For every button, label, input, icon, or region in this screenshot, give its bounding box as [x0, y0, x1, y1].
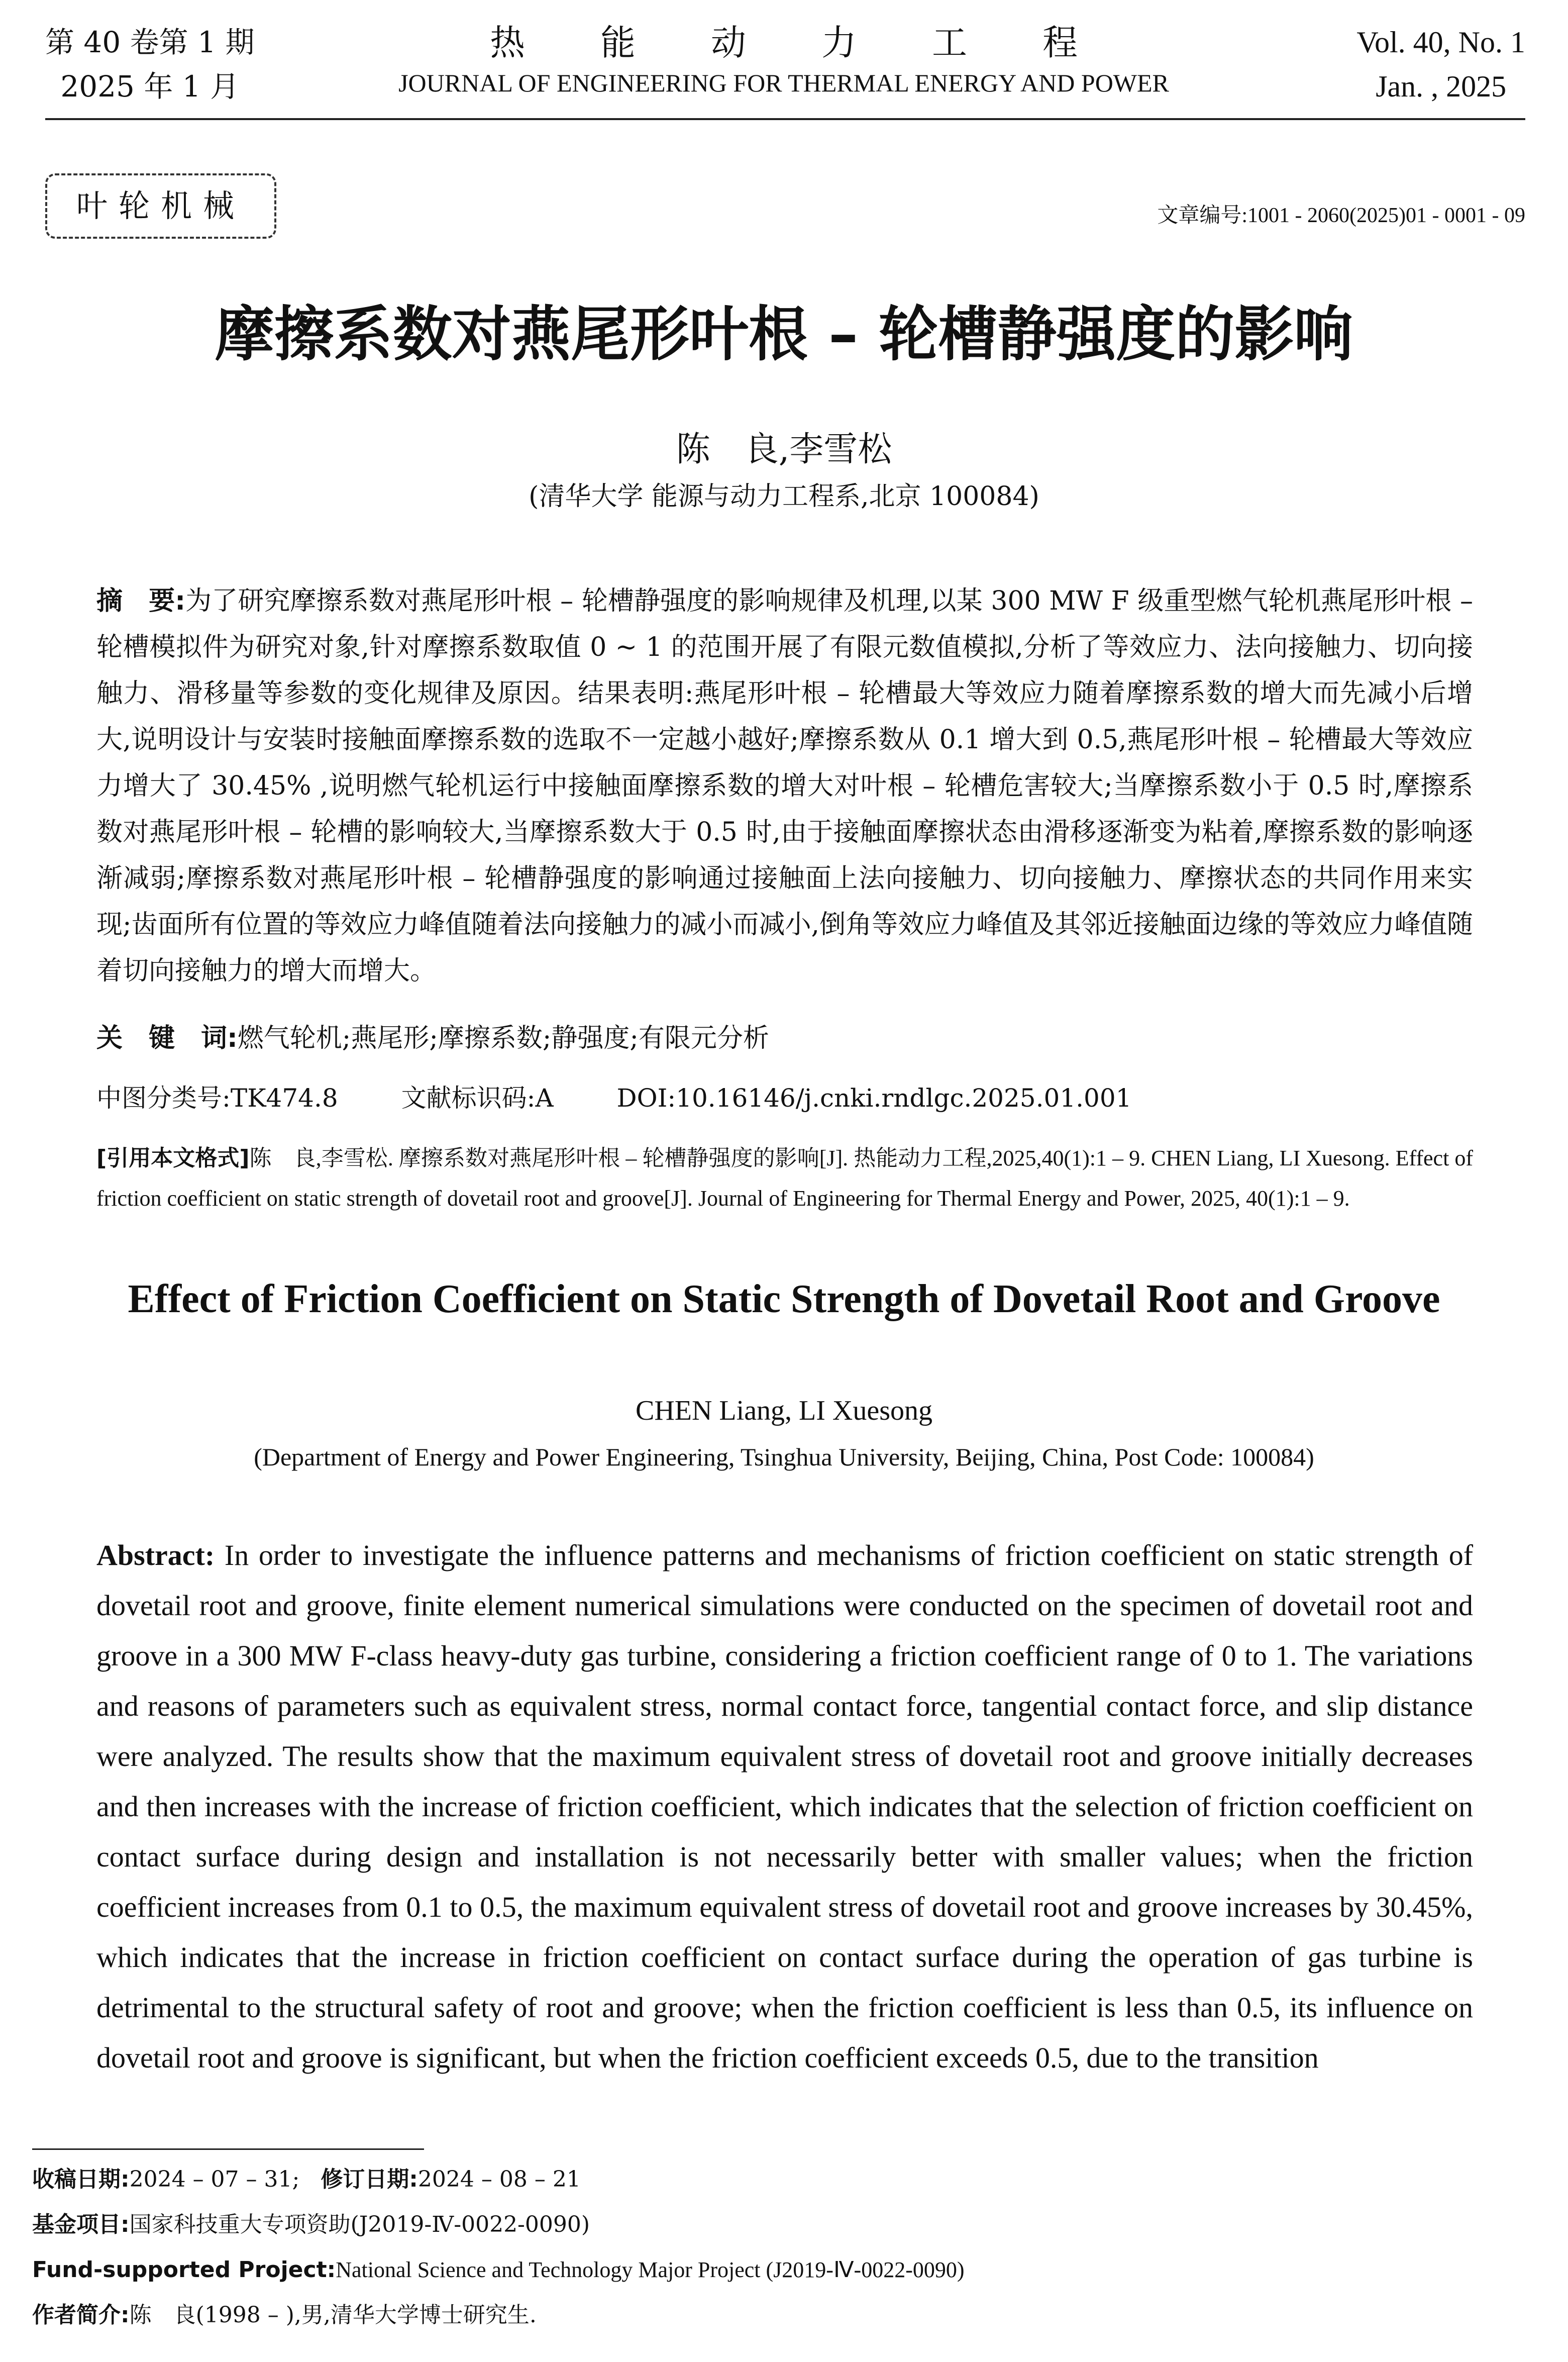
affiliation-en: (Department of Energy and Power Engineering, Tsinghua University, Beijing, China, Post Code: 100084): [254, 1443, 1314, 1471]
revised-date: 2024 – 08 – 21: [417, 2167, 581, 2192]
revised-label: 修订日期:: [321, 2167, 418, 2192]
date-en: Jan. , 2025: [1376, 70, 1507, 103]
received-label: 收稿日期:: [32, 2167, 130, 2192]
document-code: 文献标识码:A: [401, 1084, 554, 1113]
journal-title-en: JOURNAL OF ENGINEERING FOR THERMAL ENERGY AND POWER: [398, 69, 1169, 97]
column-badge: 叶轮机械: [45, 173, 276, 239]
article-number: 文章编号:1001 - 2060(2025)01 - 0001 - 09: [1157, 204, 1525, 227]
footnote-fund-en: [32, 2254, 1539, 2286]
journal-title-cn: 热能动力工程: [490, 22, 1153, 63]
volume-issue-cn: 第 40 卷第 1 期: [45, 25, 255, 59]
author-bio-text: 陈 良(1998 – ),男,清华大学博士研究生.: [129, 2302, 537, 2328]
clc-number: 中图分类号:TK474.8: [96, 1084, 338, 1113]
journal-masthead: [281, 20, 1286, 101]
received-date: 2024 – 07 – 31;: [129, 2167, 300, 2192]
abstract-cn: [96, 578, 1473, 994]
footnote-dates: [32, 2163, 1539, 2196]
footnote-author: [32, 2299, 1539, 2331]
keywords-cn-text: 燃气轮机;燕尾形;摩擦系数;静强度;有限元分析: [237, 1023, 769, 1053]
doi[interactable]: DOI:10.16146/j.cnki.rndlgc.2025.01.001: [616, 1084, 1132, 1113]
footnote-fund-cn: [32, 2209, 1539, 2241]
authors-cn: 陈 良,李雪松: [676, 430, 892, 469]
paper-title-en: Effect of Friction Coefficient on Static Strength of Dovetail Root and Groove: [128, 1277, 1440, 1321]
fund-cn-label: 基金项目:: [32, 2212, 130, 2237]
keywords-cn-label: 关 键 词:: [96, 1023, 238, 1053]
fund-en-label: Fund-supported Project:: [32, 2257, 336, 2283]
author-bio-label: 作者简介:: [32, 2302, 130, 2328]
abstract-en-text: In order to investigate the influence patterns and mechanisms of friction coefficient on static strength of dovetail root and groove, finite element numerical simulations were conducted on the specimen of dovetail root and groove in a 300 MW F-class heavy-duty gas turbine, considering a friction coefficient range of 0 to 1. The variations and reasons of parameters such as equivalent stress, normal contact force, tangential contact force, and slip distance were analyzed. The results show that the maximum equivalent stress of dovetail root and groove initially decreases and then increases with the increase of friction coefficient, which indicates that the selection of friction coefficient on contact surface during design and installation is not necessarily better with smaller values; when the friction coefficient increases from 0.1 to 0.5, the maximum equivalent stress of dovetail root and groove increases by 30.45%, which indicates that the increase in friction coefficient on contact surface during the operation of gas turbine is detrimental to the structural safety of root and groove; when the friction coefficient is less than 0.5, its influence on dovetail root and groove is significant, but when the friction coefficient exceeds 0.5, due to the transition: [96, 1539, 1474, 2074]
paper-title-cn: 摩擦系数对燕尾形叶根 – 轮槽静强度的影响: [215, 300, 1353, 369]
issue-info: [45, 20, 254, 109]
citation-label: [引用本文格式]: [96, 1145, 250, 1171]
footnote-divider: [32, 2148, 424, 2150]
header-divider: [45, 118, 1525, 120]
fund-cn-text: 国家科技重大专项资助(J2019-Ⅳ-0022-0090): [129, 2212, 590, 2237]
classification-line: [96, 1078, 1187, 1114]
abstract-cn-text: 为了研究摩擦系数对燕尾形叶根 – 轮槽静强度的影响规律及机理,以某 300 MW F 级重型燃气轮机燕尾形叶根 – 轮槽模拟件为研究对象,针对摩擦系数取值 0 ~ 1 的范围开展了有限元数值模拟,分析了等效应力、法向接触力、切向接触力、滑移量等参数的变化规律及原因。结果表明:燕尾形叶根 – 轮槽最大等效应力随着摩擦系数的增大而先减小后增大,说明设计与安装时接触面摩擦系数的选取不一定越小越好;摩擦系数从 0.1 增大到 0.5,燕尾形叶根 – 轮槽最大等效应力增大了 30.45% ,说明燃气轮机运行中接触面摩擦系数的增大对叶根 – 轮槽危害较大;当摩擦系数小于 0.5 时,摩擦系数对燕尾形叶根 – 轮槽的影响较大,当摩擦系数大于 0.5 时,由于接触面摩擦状态由滑移逐渐变为粘着,摩擦系数的影响逐渐减弱;摩擦系数对燕尾形叶根 – 轮槽静强度的影响通过接触面上法向接触力、切向接触力、摩擦状态的共同作用来实现;齿面所有位置的等效应力峰值随着法向接触力的减小而减小,倒角等效应力峰值及其邻近接触面边缘的等效应力峰值随着切向接触力的增大而增大。: [96, 586, 1473, 986]
abstract-en: [96, 1530, 1473, 2083]
authors-en: CHEN Liang, LI Xuesong: [635, 1395, 932, 1426]
abstract-en-label: Abstract:: [96, 1539, 215, 1571]
keywords-cn: [96, 1015, 1473, 1061]
citation-text: 陈 良,李雪松. 摩擦系数对燕尾形叶根 – 轮槽静强度的影响[J]. 热能动力工程,2025,40(1):1 – 9. CHEN Liang, LI Xuesong. Effect of friction coefficient on static strength of dovetail root and groove[J]. Journal of Engineering for Thermal Energy and Power, 2025, 40(1):1 – 9.: [96, 1146, 1474, 1211]
date-cn: 2025 年 1 月: [60, 69, 240, 104]
citation: [96, 1138, 1473, 1219]
fund-en-text: National Science and Technology Major Project (J2019-Ⅳ-0022-0090): [336, 2257, 965, 2282]
volume-issue-en: Vol. 40, No. 1: [1356, 26, 1525, 59]
issue-info-en: [1356, 20, 1525, 109]
abstract-cn-label: 摘 要:: [96, 586, 186, 616]
affiliation-cn: (清华大学 能源与动力工程系,北京 100084): [529, 481, 1039, 512]
